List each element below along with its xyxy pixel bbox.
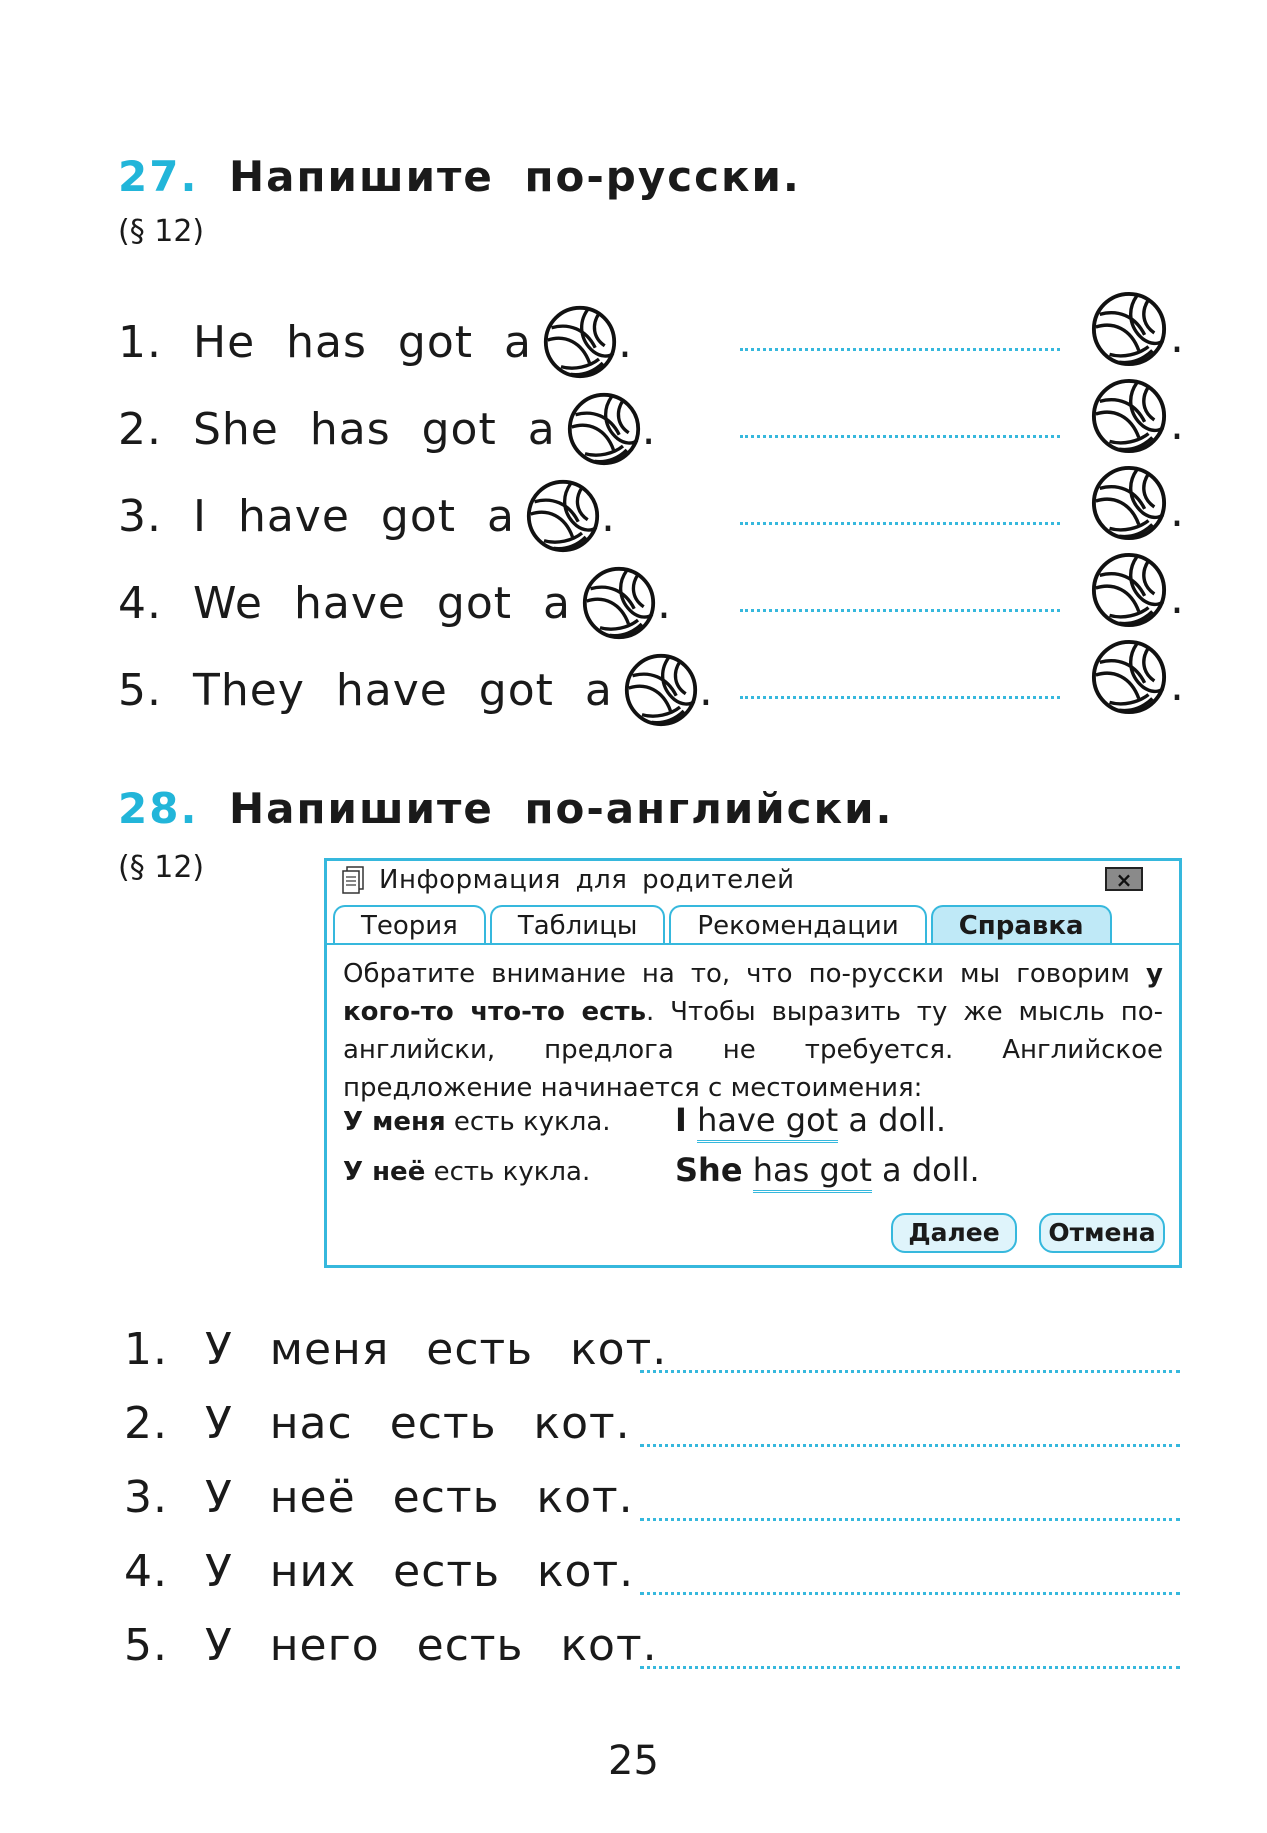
list-item <box>118 290 1188 370</box>
sentence <box>118 304 633 380</box>
sentence <box>118 478 616 554</box>
exercise-27-title <box>118 152 801 201</box>
example-russian <box>343 1107 611 1137</box>
item-text: They have got a <box>192 664 613 716</box>
item-text: У меня есть кот. <box>204 1324 668 1375</box>
item-number: 2. <box>124 1398 168 1449</box>
sentence <box>124 1620 658 1671</box>
answer-line[interactable] <box>640 1518 1180 1521</box>
tab-divider <box>327 943 1179 945</box>
answer-line[interactable] <box>740 348 1060 351</box>
page-number: 25 <box>608 1738 659 1784</box>
tab-recommendations[interactable]: Рекомендации <box>669 905 926 945</box>
sentence-end: . <box>617 316 633 368</box>
parents-info-dialog <box>324 858 1182 1268</box>
example-russian <box>343 1157 590 1187</box>
volleyball-icon <box>1090 551 1168 629</box>
body-text: Обратите внимание на то, что по-русски мы говорим <box>343 959 1147 989</box>
list-item <box>124 1392 1184 1462</box>
item-number: 3. <box>124 1472 168 1523</box>
sentence <box>124 1398 631 1449</box>
sentence-end: . <box>1170 312 1184 363</box>
body-text-bold: у кого-то что-то есть <box>343 959 1163 1027</box>
sentence-end: . <box>1170 486 1184 537</box>
example-rest: a doll. <box>838 1101 946 1139</box>
item-number: 4. <box>118 577 162 629</box>
volleyball-icon <box>623 652 699 728</box>
exercise-instruction: Напишите по-русски. <box>229 152 801 201</box>
exercise-28-title <box>118 784 893 833</box>
example-english <box>675 1101 946 1139</box>
list-item <box>118 464 1188 544</box>
cancel-button[interactable]: Отмена <box>1039 1213 1165 1253</box>
sentence-end: . <box>1170 660 1184 711</box>
item-number: 1. <box>124 1324 168 1375</box>
list-item <box>124 1540 1184 1610</box>
list-item <box>118 551 1188 631</box>
volleyball-icon <box>1090 290 1168 368</box>
item-text: У нас есть кот. <box>204 1398 631 1449</box>
example-russian-bold: У неё <box>343 1157 426 1187</box>
answer-line[interactable] <box>740 696 1060 699</box>
item-text: He has got a <box>192 316 532 368</box>
item-number: 5. <box>124 1620 168 1671</box>
dialog-title: Информация для родителей <box>379 865 795 895</box>
document-icon <box>341 865 367 895</box>
example-subject: She <box>675 1151 743 1189</box>
dialog-title-bar <box>327 861 1179 899</box>
sentence <box>124 1546 634 1597</box>
volleyball-icon <box>542 304 618 380</box>
item-text: У неё есть кот. <box>204 1472 634 1523</box>
sentence <box>118 565 672 641</box>
list-item <box>124 1466 1184 1536</box>
sentence <box>118 652 714 728</box>
list-item <box>118 638 1188 718</box>
volleyball-icon <box>566 391 642 467</box>
volleyball-icon <box>1090 464 1168 542</box>
example-verb: has got <box>753 1151 872 1193</box>
item-number: 1. <box>118 316 162 368</box>
exercise-number: 27. <box>118 152 199 201</box>
dialog-body-text <box>343 955 1163 1107</box>
item-text: She has got a <box>192 403 556 455</box>
item-number: 4. <box>124 1546 168 1597</box>
next-button[interactable]: Далее <box>891 1213 1017 1253</box>
answer-line[interactable] <box>640 1592 1180 1595</box>
example-russian-rest: есть кукла. <box>425 1157 591 1187</box>
answer-line[interactable] <box>740 609 1060 612</box>
example-rest: a doll. <box>871 1151 980 1189</box>
item-text: У них есть кот. <box>204 1546 635 1597</box>
list-item <box>118 377 1188 457</box>
item-number: 5. <box>118 664 162 716</box>
sentence-end: . <box>600 490 616 542</box>
sentence-end: . <box>1170 399 1184 450</box>
list-item <box>124 1614 1184 1684</box>
sentence <box>124 1472 634 1523</box>
list-item <box>124 1318 1184 1388</box>
sentence-end: . <box>698 664 714 716</box>
sentence-end: . <box>641 403 657 455</box>
item-text: I have got a <box>192 490 515 542</box>
answer-line[interactable] <box>640 1444 1180 1447</box>
answer-line[interactable] <box>740 435 1060 438</box>
item-number: 2. <box>118 403 162 455</box>
exercise-instruction: Напишите по-английски. <box>229 784 894 833</box>
tab-help[interactable]: Справка <box>931 905 1112 945</box>
example-verb: have got <box>697 1101 838 1143</box>
close-button[interactable]: × <box>1105 867 1143 891</box>
volleyball-icon <box>1090 377 1168 455</box>
item-text: We have got a <box>192 577 571 629</box>
sentence <box>124 1324 667 1375</box>
example-english <box>675 1151 980 1189</box>
example-russian-bold: У меня <box>343 1107 446 1137</box>
volleyball-icon <box>525 478 601 554</box>
dialog-tabs <box>333 903 1116 943</box>
example-russian-rest: есть кукла. <box>445 1107 611 1137</box>
tab-theory[interactable]: Теория <box>333 905 486 945</box>
example-subject: I <box>675 1101 687 1139</box>
item-number: 3. <box>118 490 162 542</box>
tab-tables[interactable]: Таблицы <box>490 905 666 945</box>
body-text: . Чтобы выразить ту же мысль по-английски, предлога не требуется. Английское предложение начинается с местоимения: <box>343 997 1164 1103</box>
sentence-end: . <box>1170 573 1184 624</box>
exercise-number: 28. <box>118 784 199 833</box>
sentence <box>118 391 657 467</box>
paragraph-reference: (§ 12) <box>118 850 205 885</box>
sentence-end: . <box>656 577 672 629</box>
volleyball-icon <box>581 565 657 641</box>
item-text: У него есть кот. <box>204 1620 658 1671</box>
paragraph-reference: (§ 12) <box>118 214 205 249</box>
volleyball-icon <box>1090 638 1168 716</box>
answer-line[interactable] <box>740 522 1060 525</box>
answer-line[interactable] <box>640 1666 1180 1669</box>
answer-line[interactable] <box>640 1370 1180 1373</box>
